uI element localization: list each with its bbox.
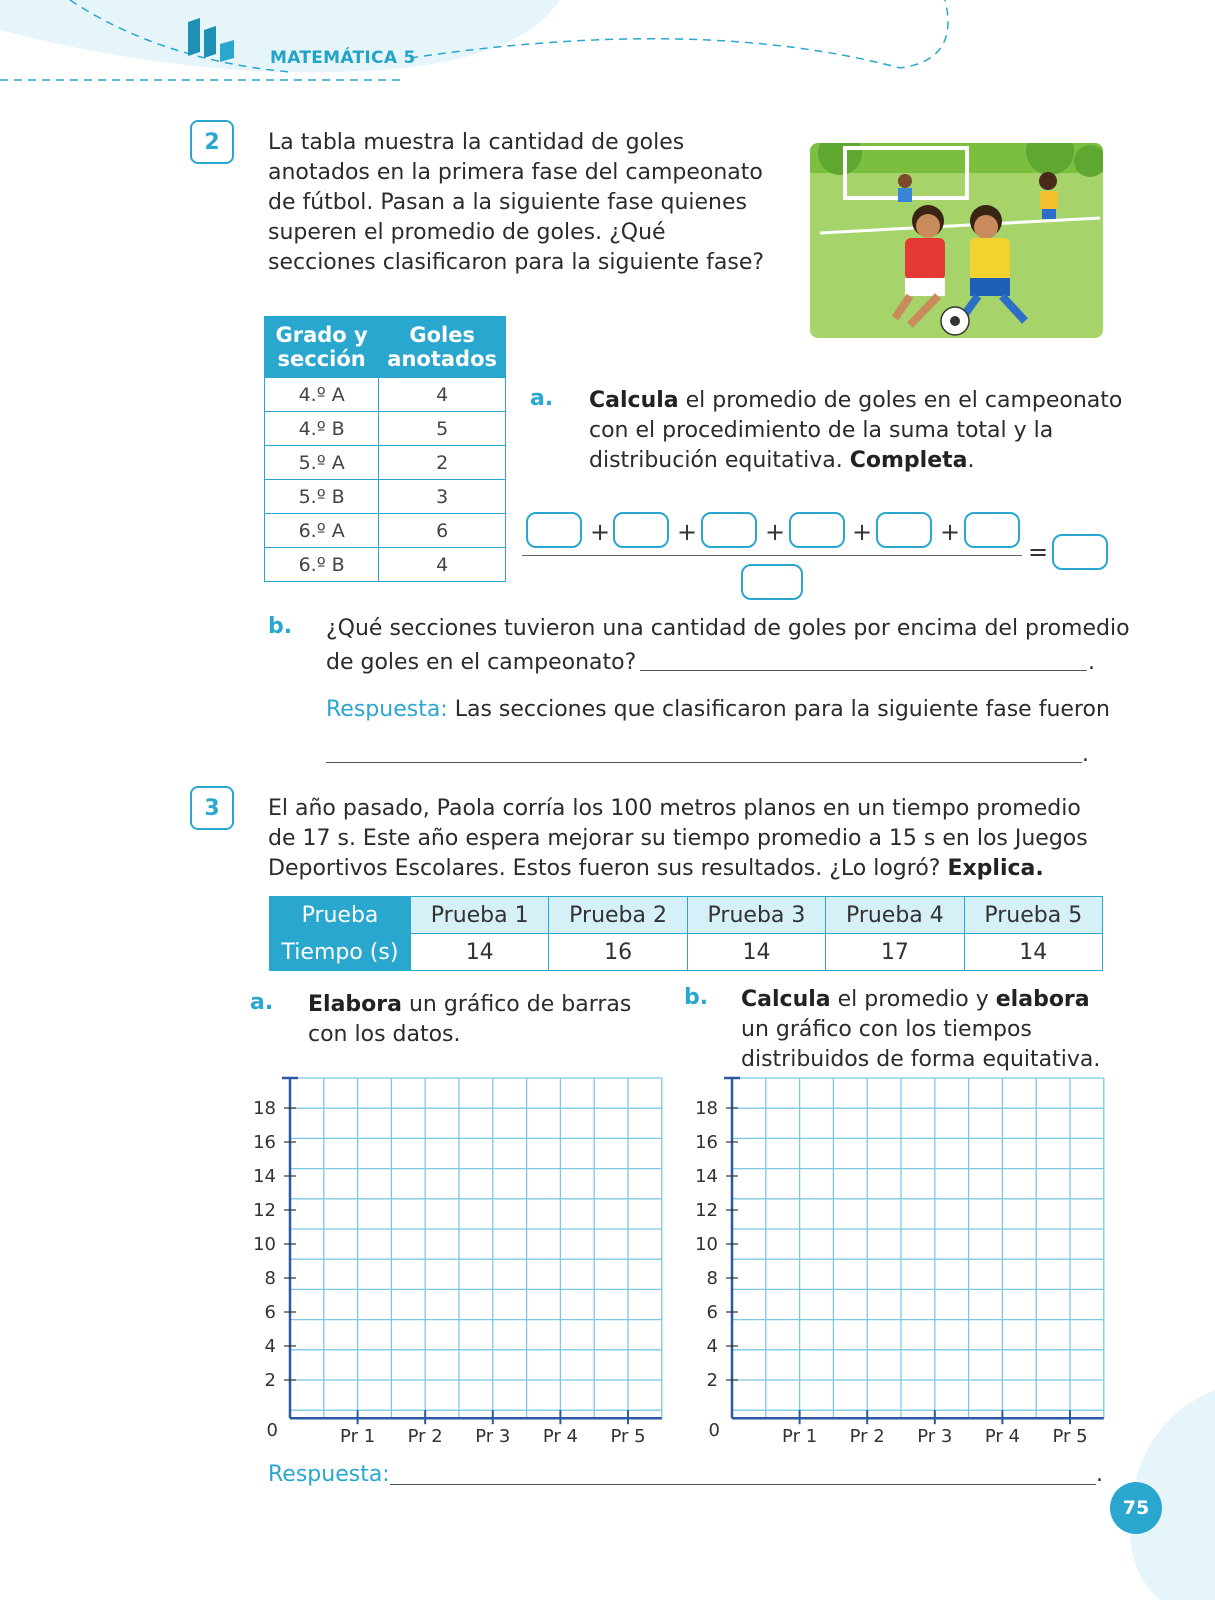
table-row: 5.º A 2 xyxy=(265,446,506,480)
plus-sign: + xyxy=(940,518,961,546)
item-b-letter: b. xyxy=(268,614,293,639)
table-row: 4.º B 5 xyxy=(265,412,506,446)
x-tick-label: Pr 3 xyxy=(475,1426,511,1448)
answer-box-2[interactable] xyxy=(613,512,669,548)
table-header-goals: Goles anotados xyxy=(379,317,506,378)
item-b-line1: ¿Qué secciones tuvieron una cantidad de goles por encima del promedio xyxy=(326,616,1130,641)
y-tick-label: 14 xyxy=(695,1166,718,1187)
x-tick-label: Pr 5 xyxy=(610,1426,646,1448)
plus-sign: + xyxy=(765,518,786,546)
answer-sentence: Respuesta: Las secciones que clasificaron para la siguiente fase fueron xyxy=(326,697,1110,722)
y-tick-label: 8 xyxy=(706,1268,718,1289)
y-tick-label: 14 xyxy=(253,1166,276,1187)
table-cell: Prueba 2 xyxy=(549,897,687,934)
header-decoration xyxy=(0,0,1215,110)
x-tick-label: Pr 1 xyxy=(340,1426,376,1448)
x-tick-label: Pr 2 xyxy=(849,1426,885,1448)
x-tick-label: Pr 5 xyxy=(1052,1426,1088,1448)
y-tick-label: 6 xyxy=(264,1302,276,1323)
table-cell: Prueba 5 xyxy=(964,897,1102,934)
plus-sign: + xyxy=(590,518,611,546)
y-tick-label: 4 xyxy=(264,1336,276,1357)
x-tick-label: Pr 3 xyxy=(917,1426,953,1448)
item-3b-letter: b. xyxy=(684,985,709,1010)
x-tick-label: Pr 4 xyxy=(542,1426,578,1448)
y-tick-label: 2 xyxy=(706,1370,718,1391)
table-row: 5.º B 3 xyxy=(265,480,506,514)
goals-table xyxy=(264,316,506,582)
table-header: Tiempo (s) xyxy=(270,934,411,971)
subject-title: MATEMÁTICA 5 xyxy=(270,48,416,68)
y-tick-label: 10 xyxy=(253,1234,276,1255)
item-a-letter: a. xyxy=(530,386,554,411)
y-tick-label: 6 xyxy=(706,1302,718,1323)
y-tick-label: 18 xyxy=(253,1098,276,1119)
y-tick-label: 8 xyxy=(264,1268,276,1289)
period: . xyxy=(1088,650,1095,675)
x-tick-label: Pr 4 xyxy=(984,1426,1020,1448)
table-header: Prueba xyxy=(270,897,411,934)
result-box[interactable] xyxy=(1052,534,1108,570)
table-row: 6.º A 6 xyxy=(265,514,506,548)
table-cell: 14 xyxy=(687,934,825,971)
table-cell: 14 xyxy=(964,934,1102,971)
table-cell: Prueba 4 xyxy=(826,897,964,934)
question-3-text: El año pasado, Paola corría los 100 metros planos en un tiempo promedio de 17 s. Este año espera mejorar su tiempo promedio a 15 s en los Juegos Deportivos Escolares. Estos fueron sus resultados. ¿Lo logró? Explica. xyxy=(268,796,1088,881)
answer-line[interactable] xyxy=(390,1484,1096,1485)
table-row: 4.º A 4 xyxy=(265,378,506,412)
times-table xyxy=(269,896,1103,971)
bar-chart-grid-b[interactable] xyxy=(682,1070,1122,1450)
answer-line[interactable] xyxy=(326,762,1082,763)
table-row: 6.º B 4 xyxy=(265,548,506,582)
x-tick-label: Pr 1 xyxy=(782,1426,818,1448)
y-tick-label: 4 xyxy=(706,1336,718,1357)
y-tick-label: 2 xyxy=(264,1370,276,1391)
answer-box-6[interactable] xyxy=(964,512,1020,548)
answer-box-4[interactable] xyxy=(789,512,845,548)
item-a-text: Calcula el promedio de goles en el campeonato con el procedimiento de la suma total y la distribución equitativa. Completa. xyxy=(589,388,1123,473)
y-tick-label: 12 xyxy=(253,1200,276,1221)
table-header-grade: Grado y sección xyxy=(265,317,379,378)
response-label: Respuesta: xyxy=(268,1462,390,1487)
item-3a-letter: a. xyxy=(250,990,274,1015)
question-2-text: La tabla muestra la cantidad de goles anotados en la primera fase del campeonato de fútbol. Pasan a la siguiente fase quienes superen el promedio de goles. ¿Qué secciones clasificaron para la siguiente fase? xyxy=(268,130,765,275)
origin-label: 0 xyxy=(708,1420,720,1442)
denominator-box[interactable] xyxy=(741,564,803,600)
answer-line[interactable] xyxy=(640,670,1087,671)
table-cell: Prueba 3 xyxy=(687,897,825,934)
x-tick-label: Pr 2 xyxy=(407,1426,443,1448)
table-cell: 16 xyxy=(549,934,687,971)
question-3-number: 3 xyxy=(190,786,234,830)
page-number: 75 xyxy=(1110,1482,1162,1534)
answer-box-1[interactable] xyxy=(526,512,582,548)
answer-box-3[interactable] xyxy=(701,512,757,548)
item-3a-text: Elabora un gráfico de barras con los datos. xyxy=(308,992,632,1047)
plus-sign: + xyxy=(677,518,698,546)
period: . xyxy=(1082,742,1089,767)
item-3b-text: Calcula el promedio y elabora un gráfico con los tiempos distribuidos de forma equitativa. xyxy=(741,987,1101,1072)
table-cell: 14 xyxy=(411,934,549,971)
plus-sign: + xyxy=(852,518,873,546)
y-tick-label: 12 xyxy=(695,1200,718,1221)
y-tick-label: 16 xyxy=(695,1132,718,1153)
soccer-illustration xyxy=(810,143,1103,338)
answer-box-5[interactable] xyxy=(876,512,932,548)
table-cell: Prueba 1 xyxy=(411,897,549,934)
table-cell: 17 xyxy=(826,934,964,971)
origin-label: 0 xyxy=(266,1420,278,1442)
question-2-number: 2 xyxy=(190,120,234,164)
item-b-line2: de goles en el campeonato? xyxy=(326,650,637,675)
equals-sign: = xyxy=(1028,538,1049,566)
y-tick-label: 10 xyxy=(695,1234,718,1255)
y-tick-label: 16 xyxy=(253,1132,276,1153)
fraction-bar xyxy=(522,555,1022,556)
bar-chart-grid-a[interactable] xyxy=(240,1070,680,1450)
y-tick-label: 18 xyxy=(695,1098,718,1119)
period: . xyxy=(1096,1462,1103,1487)
